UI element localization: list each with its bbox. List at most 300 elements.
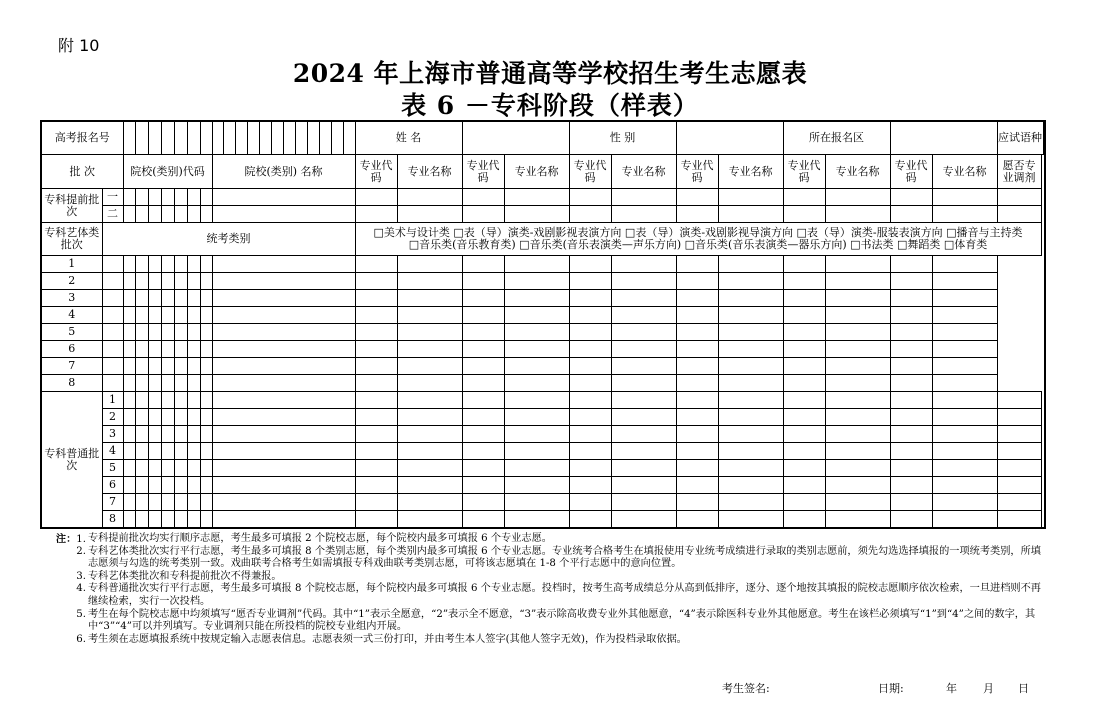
major-code-field[interactable] <box>676 206 718 223</box>
major-code-field[interactable] <box>397 272 462 289</box>
major-name-field[interactable] <box>462 306 504 323</box>
major-name-field[interactable] <box>676 306 718 323</box>
major-name-field[interactable] <box>462 375 504 392</box>
school-code-box[interactable] <box>102 375 123 392</box>
school-code-box[interactable] <box>148 494 161 511</box>
major-name-field[interactable] <box>355 358 397 375</box>
school-code-box[interactable] <box>123 289 135 306</box>
major-name-field[interactable] <box>504 206 569 223</box>
major-name-field[interactable] <box>676 324 718 341</box>
school-code-box[interactable] <box>135 289 148 306</box>
major-code-field[interactable] <box>825 255 890 272</box>
major-name-field[interactable] <box>504 426 569 443</box>
art-category-options[interactable] <box>355 223 1041 255</box>
major-code-field[interactable] <box>569 206 611 223</box>
school-code-box[interactable] <box>161 460 174 477</box>
school-code-box[interactable] <box>200 443 212 460</box>
school-code-box[interactable] <box>174 392 187 409</box>
school-name-field[interactable] <box>200 358 212 375</box>
school-code-box[interactable] <box>161 409 174 426</box>
major-code-field[interactable] <box>718 306 783 323</box>
school-code-box[interactable] <box>148 460 161 477</box>
adjust-field[interactable] <box>997 494 1041 511</box>
school-code-box[interactable] <box>161 306 174 323</box>
major-name-field[interactable] <box>462 358 504 375</box>
major-code-field[interactable] <box>890 392 932 409</box>
school-code-box[interactable] <box>148 206 161 223</box>
adjust-field[interactable] <box>997 511 1041 528</box>
exam-number-box[interactable] <box>200 121 212 155</box>
school-code-box[interactable] <box>161 375 174 392</box>
adjust-field[interactable] <box>997 443 1041 460</box>
school-code-box[interactable] <box>161 426 174 443</box>
school-code-box[interactable] <box>200 477 212 494</box>
school-code-box[interactable] <box>148 358 161 375</box>
major-name-field[interactable] <box>569 358 611 375</box>
major-name-field[interactable] <box>611 392 676 409</box>
school-code-box[interactable] <box>187 460 200 477</box>
school-code-box[interactable] <box>174 375 187 392</box>
adjust-field[interactable] <box>932 272 997 289</box>
major-code-field[interactable] <box>397 324 462 341</box>
major-code-field[interactable] <box>611 375 676 392</box>
major-code-field[interactable] <box>611 324 676 341</box>
major-name-field[interactable] <box>676 289 718 306</box>
school-code-box[interactable] <box>200 494 212 511</box>
school-name-field[interactable] <box>212 443 355 460</box>
major-code-field[interactable] <box>397 255 462 272</box>
school-code-box[interactable] <box>187 494 200 511</box>
major-name-field[interactable] <box>718 443 783 460</box>
major-code-field[interactable] <box>890 426 932 443</box>
major-name-field[interactable] <box>676 375 718 392</box>
school-code-box[interactable] <box>148 272 161 289</box>
exam-number-box[interactable] <box>212 121 355 155</box>
major-code-field[interactable] <box>718 341 783 358</box>
major-name-field[interactable] <box>825 188 890 205</box>
major-code-field[interactable] <box>355 443 397 460</box>
major-name-field[interactable] <box>718 392 783 409</box>
school-code-box[interactable] <box>148 511 161 528</box>
major-name-field[interactable] <box>932 460 997 477</box>
major-code-field[interactable] <box>504 375 569 392</box>
school-code-box[interactable] <box>187 341 200 358</box>
school-code-box[interactable] <box>187 392 200 409</box>
major-name-field[interactable] <box>783 255 825 272</box>
major-code-field[interactable] <box>569 409 611 426</box>
school-name-field[interactable] <box>200 306 212 323</box>
school-name-field[interactable] <box>200 255 212 272</box>
major-name-field[interactable] <box>611 443 676 460</box>
school-code-box[interactable] <box>174 324 187 341</box>
major-code-field[interactable] <box>611 358 676 375</box>
school-code-box[interactable] <box>187 409 200 426</box>
major-name-field[interactable] <box>718 206 783 223</box>
major-name-field[interactable] <box>932 392 997 409</box>
school-code-box[interactable] <box>102 324 123 341</box>
major-code-field[interactable] <box>462 409 504 426</box>
school-name-field[interactable] <box>212 392 355 409</box>
name-field[interactable] <box>462 121 569 155</box>
major-code-field[interactable] <box>212 272 355 289</box>
major-name-field[interactable] <box>932 409 997 426</box>
school-code-box[interactable] <box>200 409 212 426</box>
school-code-box[interactable] <box>135 477 148 494</box>
major-name-field[interactable] <box>611 511 676 528</box>
major-name-field[interactable] <box>932 188 997 205</box>
major-name-field[interactable] <box>932 511 997 528</box>
school-code-box[interactable] <box>174 511 187 528</box>
school-code-box[interactable] <box>123 511 135 528</box>
school-code-box[interactable] <box>123 188 135 205</box>
major-name-field[interactable] <box>397 511 462 528</box>
school-code-box[interactable] <box>200 188 212 205</box>
major-name-field[interactable] <box>825 206 890 223</box>
school-code-box[interactable] <box>174 255 187 272</box>
major-code-field[interactable] <box>397 289 462 306</box>
major-name-field[interactable] <box>397 477 462 494</box>
language-field[interactable] <box>1043 121 1045 155</box>
major-name-field[interactable] <box>932 206 997 223</box>
school-code-box[interactable] <box>123 460 135 477</box>
school-name-field[interactable] <box>212 460 355 477</box>
major-code-field[interactable] <box>676 477 718 494</box>
school-code-box[interactable] <box>102 272 123 289</box>
school-code-box[interactable] <box>102 255 123 272</box>
school-code-box[interactable] <box>148 289 161 306</box>
school-code-box[interactable] <box>148 392 161 409</box>
school-code-box[interactable] <box>135 255 148 272</box>
major-code-field[interactable] <box>504 255 569 272</box>
major-name-field[interactable] <box>932 426 997 443</box>
major-code-field[interactable] <box>212 341 355 358</box>
school-name-field[interactable] <box>212 206 355 223</box>
major-name-field[interactable] <box>825 494 890 511</box>
major-code-field[interactable] <box>783 206 825 223</box>
school-code-box[interactable] <box>187 306 200 323</box>
major-name-field[interactable] <box>890 375 932 392</box>
major-name-field[interactable] <box>397 409 462 426</box>
major-name-field[interactable] <box>676 255 718 272</box>
major-code-field[interactable] <box>462 494 504 511</box>
school-code-box[interactable] <box>148 324 161 341</box>
major-name-field[interactable] <box>932 443 997 460</box>
school-code-box[interactable] <box>187 511 200 528</box>
major-name-field[interactable] <box>355 306 397 323</box>
school-code-box[interactable] <box>123 443 135 460</box>
school-code-box[interactable] <box>123 341 135 358</box>
school-code-box[interactable] <box>123 375 135 392</box>
school-code-box[interactable] <box>161 206 174 223</box>
school-code-box[interactable] <box>174 460 187 477</box>
major-code-field[interactable] <box>504 324 569 341</box>
school-code-box[interactable] <box>123 409 135 426</box>
major-code-field[interactable] <box>397 341 462 358</box>
major-code-field[interactable] <box>212 289 355 306</box>
school-code-box[interactable] <box>174 272 187 289</box>
major-code-field[interactable] <box>783 494 825 511</box>
major-name-field[interactable] <box>462 324 504 341</box>
major-code-field[interactable] <box>355 477 397 494</box>
major-code-field[interactable] <box>355 460 397 477</box>
major-code-field[interactable] <box>462 206 504 223</box>
school-code-box[interactable] <box>123 324 135 341</box>
adjust-field[interactable] <box>932 289 997 306</box>
major-code-field[interactable] <box>718 289 783 306</box>
major-name-field[interactable] <box>397 426 462 443</box>
major-code-field[interactable] <box>355 409 397 426</box>
school-code-box[interactable] <box>174 206 187 223</box>
exam-number-box[interactable] <box>148 121 161 155</box>
major-name-field[interactable] <box>355 289 397 306</box>
major-code-field[interactable] <box>783 426 825 443</box>
adjust-field[interactable] <box>932 375 997 392</box>
major-name-field[interactable] <box>718 460 783 477</box>
school-code-box[interactable] <box>161 494 174 511</box>
major-code-field[interactable] <box>355 206 397 223</box>
major-code-field[interactable] <box>569 460 611 477</box>
major-code-field[interactable] <box>355 392 397 409</box>
major-name-field[interactable] <box>825 443 890 460</box>
major-name-field[interactable] <box>611 188 676 205</box>
major-code-field[interactable] <box>212 255 355 272</box>
major-name-field[interactable] <box>825 511 890 528</box>
major-code-field[interactable] <box>569 477 611 494</box>
school-code-box[interactable] <box>123 358 135 375</box>
major-code-field[interactable] <box>212 324 355 341</box>
school-code-box[interactable] <box>161 477 174 494</box>
school-code-box[interactable] <box>161 358 174 375</box>
school-code-box[interactable] <box>135 206 148 223</box>
major-name-field[interactable] <box>718 511 783 528</box>
major-code-field[interactable] <box>676 443 718 460</box>
major-name-field[interactable] <box>355 375 397 392</box>
major-code-field[interactable] <box>825 272 890 289</box>
major-code-field[interactable] <box>611 306 676 323</box>
school-code-box[interactable] <box>148 255 161 272</box>
major-code-field[interactable] <box>783 477 825 494</box>
major-name-field[interactable] <box>783 306 825 323</box>
major-code-field[interactable] <box>890 443 932 460</box>
school-code-box[interactable] <box>148 306 161 323</box>
school-code-box[interactable] <box>161 289 174 306</box>
school-code-box[interactable] <box>174 409 187 426</box>
major-code-field[interactable] <box>676 494 718 511</box>
school-code-box[interactable] <box>161 272 174 289</box>
major-name-field[interactable] <box>504 188 569 205</box>
school-code-box[interactable] <box>135 460 148 477</box>
school-code-box[interactable] <box>135 409 148 426</box>
school-code-box[interactable] <box>187 206 200 223</box>
major-name-field[interactable] <box>569 375 611 392</box>
school-code-box[interactable] <box>148 375 161 392</box>
school-code-box[interactable] <box>200 511 212 528</box>
school-code-box[interactable] <box>187 255 200 272</box>
school-code-box[interactable] <box>187 426 200 443</box>
school-code-box[interactable] <box>161 443 174 460</box>
major-code-field[interactable] <box>462 511 504 528</box>
major-name-field[interactable] <box>569 272 611 289</box>
school-code-box[interactable] <box>135 358 148 375</box>
major-name-field[interactable] <box>611 460 676 477</box>
school-code-box[interactable] <box>123 306 135 323</box>
major-name-field[interactable] <box>825 426 890 443</box>
major-code-field[interactable] <box>676 409 718 426</box>
major-code-field[interactable] <box>718 255 783 272</box>
school-name-field[interactable] <box>200 341 212 358</box>
major-code-field[interactable] <box>611 289 676 306</box>
major-name-field[interactable] <box>611 206 676 223</box>
major-name-field[interactable] <box>397 494 462 511</box>
adjust-field[interactable] <box>997 460 1041 477</box>
major-code-field[interactable] <box>212 375 355 392</box>
major-name-field[interactable] <box>462 272 504 289</box>
major-code-field[interactable] <box>397 375 462 392</box>
major-code-field[interactable] <box>825 306 890 323</box>
major-name-field[interactable] <box>932 494 997 511</box>
major-code-field[interactable] <box>355 511 397 528</box>
major-name-field[interactable] <box>783 341 825 358</box>
school-code-box[interactable] <box>148 443 161 460</box>
major-name-field[interactable] <box>890 255 932 272</box>
major-code-field[interactable] <box>718 272 783 289</box>
major-code-field[interactable] <box>462 188 504 205</box>
major-code-field[interactable] <box>569 392 611 409</box>
school-code-box[interactable] <box>200 206 212 223</box>
major-code-field[interactable] <box>355 426 397 443</box>
major-code-field[interactable] <box>355 188 397 205</box>
major-code-field[interactable] <box>825 375 890 392</box>
major-name-field[interactable] <box>890 272 932 289</box>
school-code-box[interactable] <box>161 392 174 409</box>
school-code-box[interactable] <box>135 392 148 409</box>
major-code-field[interactable] <box>569 494 611 511</box>
major-name-field[interactable] <box>890 358 932 375</box>
school-code-box[interactable] <box>174 443 187 460</box>
major-code-field[interactable] <box>569 443 611 460</box>
major-name-field[interactable] <box>355 324 397 341</box>
adjust-field[interactable] <box>932 324 997 341</box>
major-name-field[interactable] <box>783 289 825 306</box>
major-code-field[interactable] <box>212 358 355 375</box>
art-category-line[interactable]: □美术与设计类 □表（导）演类-戏剧影视表演方向 □表（导）演类-戏剧影视导演方向 □表（导）演类-服装表演方向 □播音与主持类 <box>373 226 1023 240</box>
major-code-field[interactable] <box>397 358 462 375</box>
gender-field[interactable] <box>676 121 783 155</box>
major-code-field[interactable] <box>890 494 932 511</box>
major-name-field[interactable] <box>676 272 718 289</box>
exam-number-box[interactable] <box>135 121 148 155</box>
school-name-field[interactable] <box>212 477 355 494</box>
adjust-field[interactable] <box>932 306 997 323</box>
major-name-field[interactable] <box>890 289 932 306</box>
major-code-field[interactable] <box>676 426 718 443</box>
school-code-box[interactable] <box>187 358 200 375</box>
exam-number-box[interactable] <box>174 121 187 155</box>
major-name-field[interactable] <box>397 188 462 205</box>
major-name-field[interactable] <box>611 477 676 494</box>
major-code-field[interactable] <box>718 324 783 341</box>
school-code-box[interactable] <box>102 289 123 306</box>
school-name-field[interactable] <box>212 188 355 205</box>
major-name-field[interactable] <box>462 255 504 272</box>
major-name-field[interactable] <box>355 341 397 358</box>
school-code-box[interactable] <box>135 324 148 341</box>
school-code-box[interactable] <box>123 255 135 272</box>
major-name-field[interactable] <box>504 477 569 494</box>
major-code-field[interactable] <box>504 306 569 323</box>
major-name-field[interactable] <box>825 460 890 477</box>
school-code-box[interactable] <box>135 341 148 358</box>
adjust-field[interactable] <box>997 409 1041 426</box>
adjust-field[interactable] <box>997 426 1041 443</box>
major-code-field[interactable] <box>504 358 569 375</box>
school-code-box[interactable] <box>161 255 174 272</box>
major-name-field[interactable] <box>783 272 825 289</box>
major-name-field[interactable] <box>504 460 569 477</box>
school-code-box[interactable] <box>200 460 212 477</box>
major-name-field[interactable] <box>397 443 462 460</box>
school-name-field[interactable] <box>212 511 355 528</box>
school-code-box[interactable] <box>174 494 187 511</box>
major-code-field[interactable] <box>783 511 825 528</box>
major-name-field[interactable] <box>611 409 676 426</box>
major-code-field[interactable] <box>462 443 504 460</box>
major-code-field[interactable] <box>611 272 676 289</box>
adjust-field[interactable] <box>997 392 1041 409</box>
exam-number-box[interactable] <box>187 121 200 155</box>
exam-number-box[interactable] <box>161 121 174 155</box>
major-code-field[interactable] <box>676 460 718 477</box>
major-name-field[interactable] <box>890 324 932 341</box>
school-code-box[interactable] <box>187 324 200 341</box>
major-code-field[interactable] <box>783 392 825 409</box>
major-name-field[interactable] <box>504 409 569 426</box>
major-code-field[interactable] <box>825 341 890 358</box>
major-code-field[interactable] <box>569 188 611 205</box>
school-name-field[interactable] <box>200 324 212 341</box>
major-code-field[interactable] <box>718 358 783 375</box>
major-name-field[interactable] <box>676 358 718 375</box>
major-code-field[interactable] <box>783 188 825 205</box>
major-name-field[interactable] <box>504 511 569 528</box>
school-code-box[interactable] <box>135 188 148 205</box>
school-code-box[interactable] <box>187 289 200 306</box>
major-name-field[interactable] <box>462 341 504 358</box>
major-name-field[interactable] <box>397 206 462 223</box>
major-code-field[interactable] <box>890 188 932 205</box>
major-name-field[interactable] <box>718 426 783 443</box>
major-name-field[interactable] <box>504 443 569 460</box>
major-name-field[interactable] <box>569 324 611 341</box>
school-code-box[interactable] <box>174 306 187 323</box>
school-code-box[interactable] <box>135 494 148 511</box>
major-code-field[interactable] <box>212 306 355 323</box>
adjust-field[interactable] <box>997 206 1041 223</box>
school-name-field[interactable] <box>212 426 355 443</box>
school-code-box[interactable] <box>200 392 212 409</box>
school-code-box[interactable] <box>174 358 187 375</box>
school-code-box[interactable] <box>187 443 200 460</box>
school-name-field[interactable] <box>200 272 212 289</box>
adjust-field[interactable] <box>997 477 1041 494</box>
school-name-field[interactable] <box>212 409 355 426</box>
major-name-field[interactable] <box>890 306 932 323</box>
school-code-box[interactable] <box>148 409 161 426</box>
major-code-field[interactable] <box>890 477 932 494</box>
major-name-field[interactable] <box>397 392 462 409</box>
school-code-box[interactable] <box>174 426 187 443</box>
major-code-field[interactable] <box>611 341 676 358</box>
